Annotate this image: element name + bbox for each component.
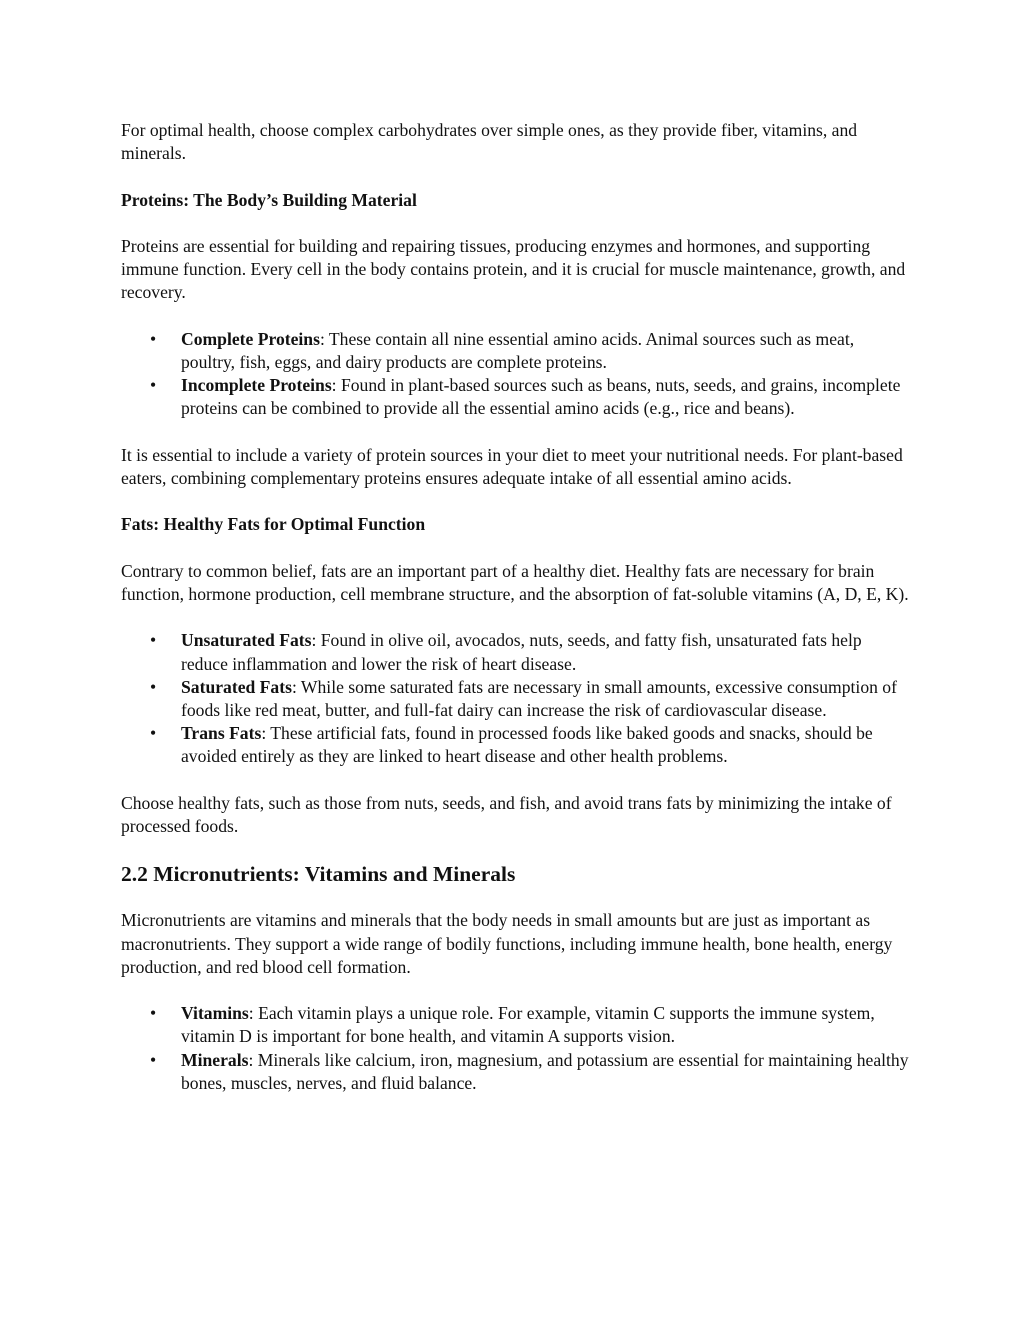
proteins-heading: Proteins: The Body’s Building Material [121,189,417,210]
list-item [121,722,911,768]
carb-note-paragraph: For optimal health, choose complex carbohydrates over simple ones, as they provide fiber, vitamins, and minerals. [121,120,858,164]
list-item-term: Trans Fats [181,723,262,744]
micronutrients-intro-paragraph: Micronutrients are vitamins and minerals that the body needs in small amounts but are just as important as macronutrients. They support a wide range of bodily functions, including immune health, bone health, energy production, and red blood cell formation. [121,910,893,977]
list-item [121,374,911,420]
list-item-term: Saturated Fats [181,676,292,697]
list-item-term: Unsaturated Fats [181,630,312,651]
list-item-text: : These artificial fats, found in processed foods like baked goods and snacks, should be avoided entirely as they are linked to heart disease and other health problems. [181,723,873,767]
proteins-intro-paragraph: Proteins are essential for building and repairing tissues, producing enzymes and hormones, and supporting immune function. Every cell in the body contains protein, and it is crucial for muscle maintenance, growth, and recovery. [121,235,906,303]
list-item-text: : While some saturated fats are necessary in small amounts, excessive consumption of foods like red meat, butter, and full-fat dairy can increase the risk of cardiovascular disease. [181,676,897,720]
fats-heading: Fats: Healthy Fats for Optimal Function [121,514,426,535]
document-page [121,119,911,1118]
fats-intro-paragraph: Contrary to common belief, fats are an important part of a healthy diet. Healthy fats are necessary for brain function, hormone production, cell membrane structure, and the absorption of fat-soluble vitamins (A, D, E, K). [121,560,909,604]
list-item-text: : Each vitamin plays a unique role. For example, vitamin C supports the immune system, vitamin D is important for bone health, and vitamin A supports vision. [181,1003,875,1047]
micronutrients-list [121,1002,911,1095]
list-item [121,1049,911,1095]
bullet-icon: • [150,328,157,349]
bullet-icon: • [150,1003,157,1024]
list-item-term: Incomplete Proteins [181,375,332,396]
list-item-term: Complete Proteins [181,328,320,349]
list-item [121,328,911,374]
micronutrients-section-heading: 2.2 Micronutrients: Vitamins and Minerals [121,862,516,887]
proteins-list [121,328,911,421]
list-item [121,676,911,722]
bullet-icon: • [150,676,157,697]
list-item [121,1002,911,1048]
list-item-text: : Found in plant-based sources such as beans, nuts, seeds, and grains, incomplete proteins can be combined to provide all the essential amino acids (e.g., rice and beans). [181,375,901,419]
fats-closing-paragraph: Choose healthy fats, such as those from nuts, seeds, and fish, and avoid trans fats by minimizing the intake of processed foods. [121,792,892,836]
list-item-term: Vitamins [181,1003,249,1024]
bullet-icon: • [150,1049,157,1070]
list-item [121,629,911,675]
fats-list [121,629,911,768]
bullet-icon: • [150,723,157,744]
list-item-text: : These contain all nine essential amino acids. Animal sources such as meat, poultry, fish, eggs, and dairy products are complete proteins. [181,328,855,372]
bullet-icon: • [150,375,157,396]
list-item-text: : Minerals like calcium, iron, magnesium, and potassium are essential for maintaining healthy bones, muscles, nerves, and fluid balance. [181,1049,909,1093]
bullet-icon: • [150,630,157,651]
list-item-term: Minerals [181,1049,249,1070]
list-item-text: : Found in olive oil, avocados, nuts, seeds, and fatty fish, unsaturated fats help reduce inflammation and lower the risk of heart disease. [181,630,862,674]
proteins-closing-paragraph: It is essential to include a variety of protein sources in your diet to meet your nutritional needs. For plant-based eaters, combining complementary proteins ensures adequate intake of all essential amino acids. [121,444,903,488]
